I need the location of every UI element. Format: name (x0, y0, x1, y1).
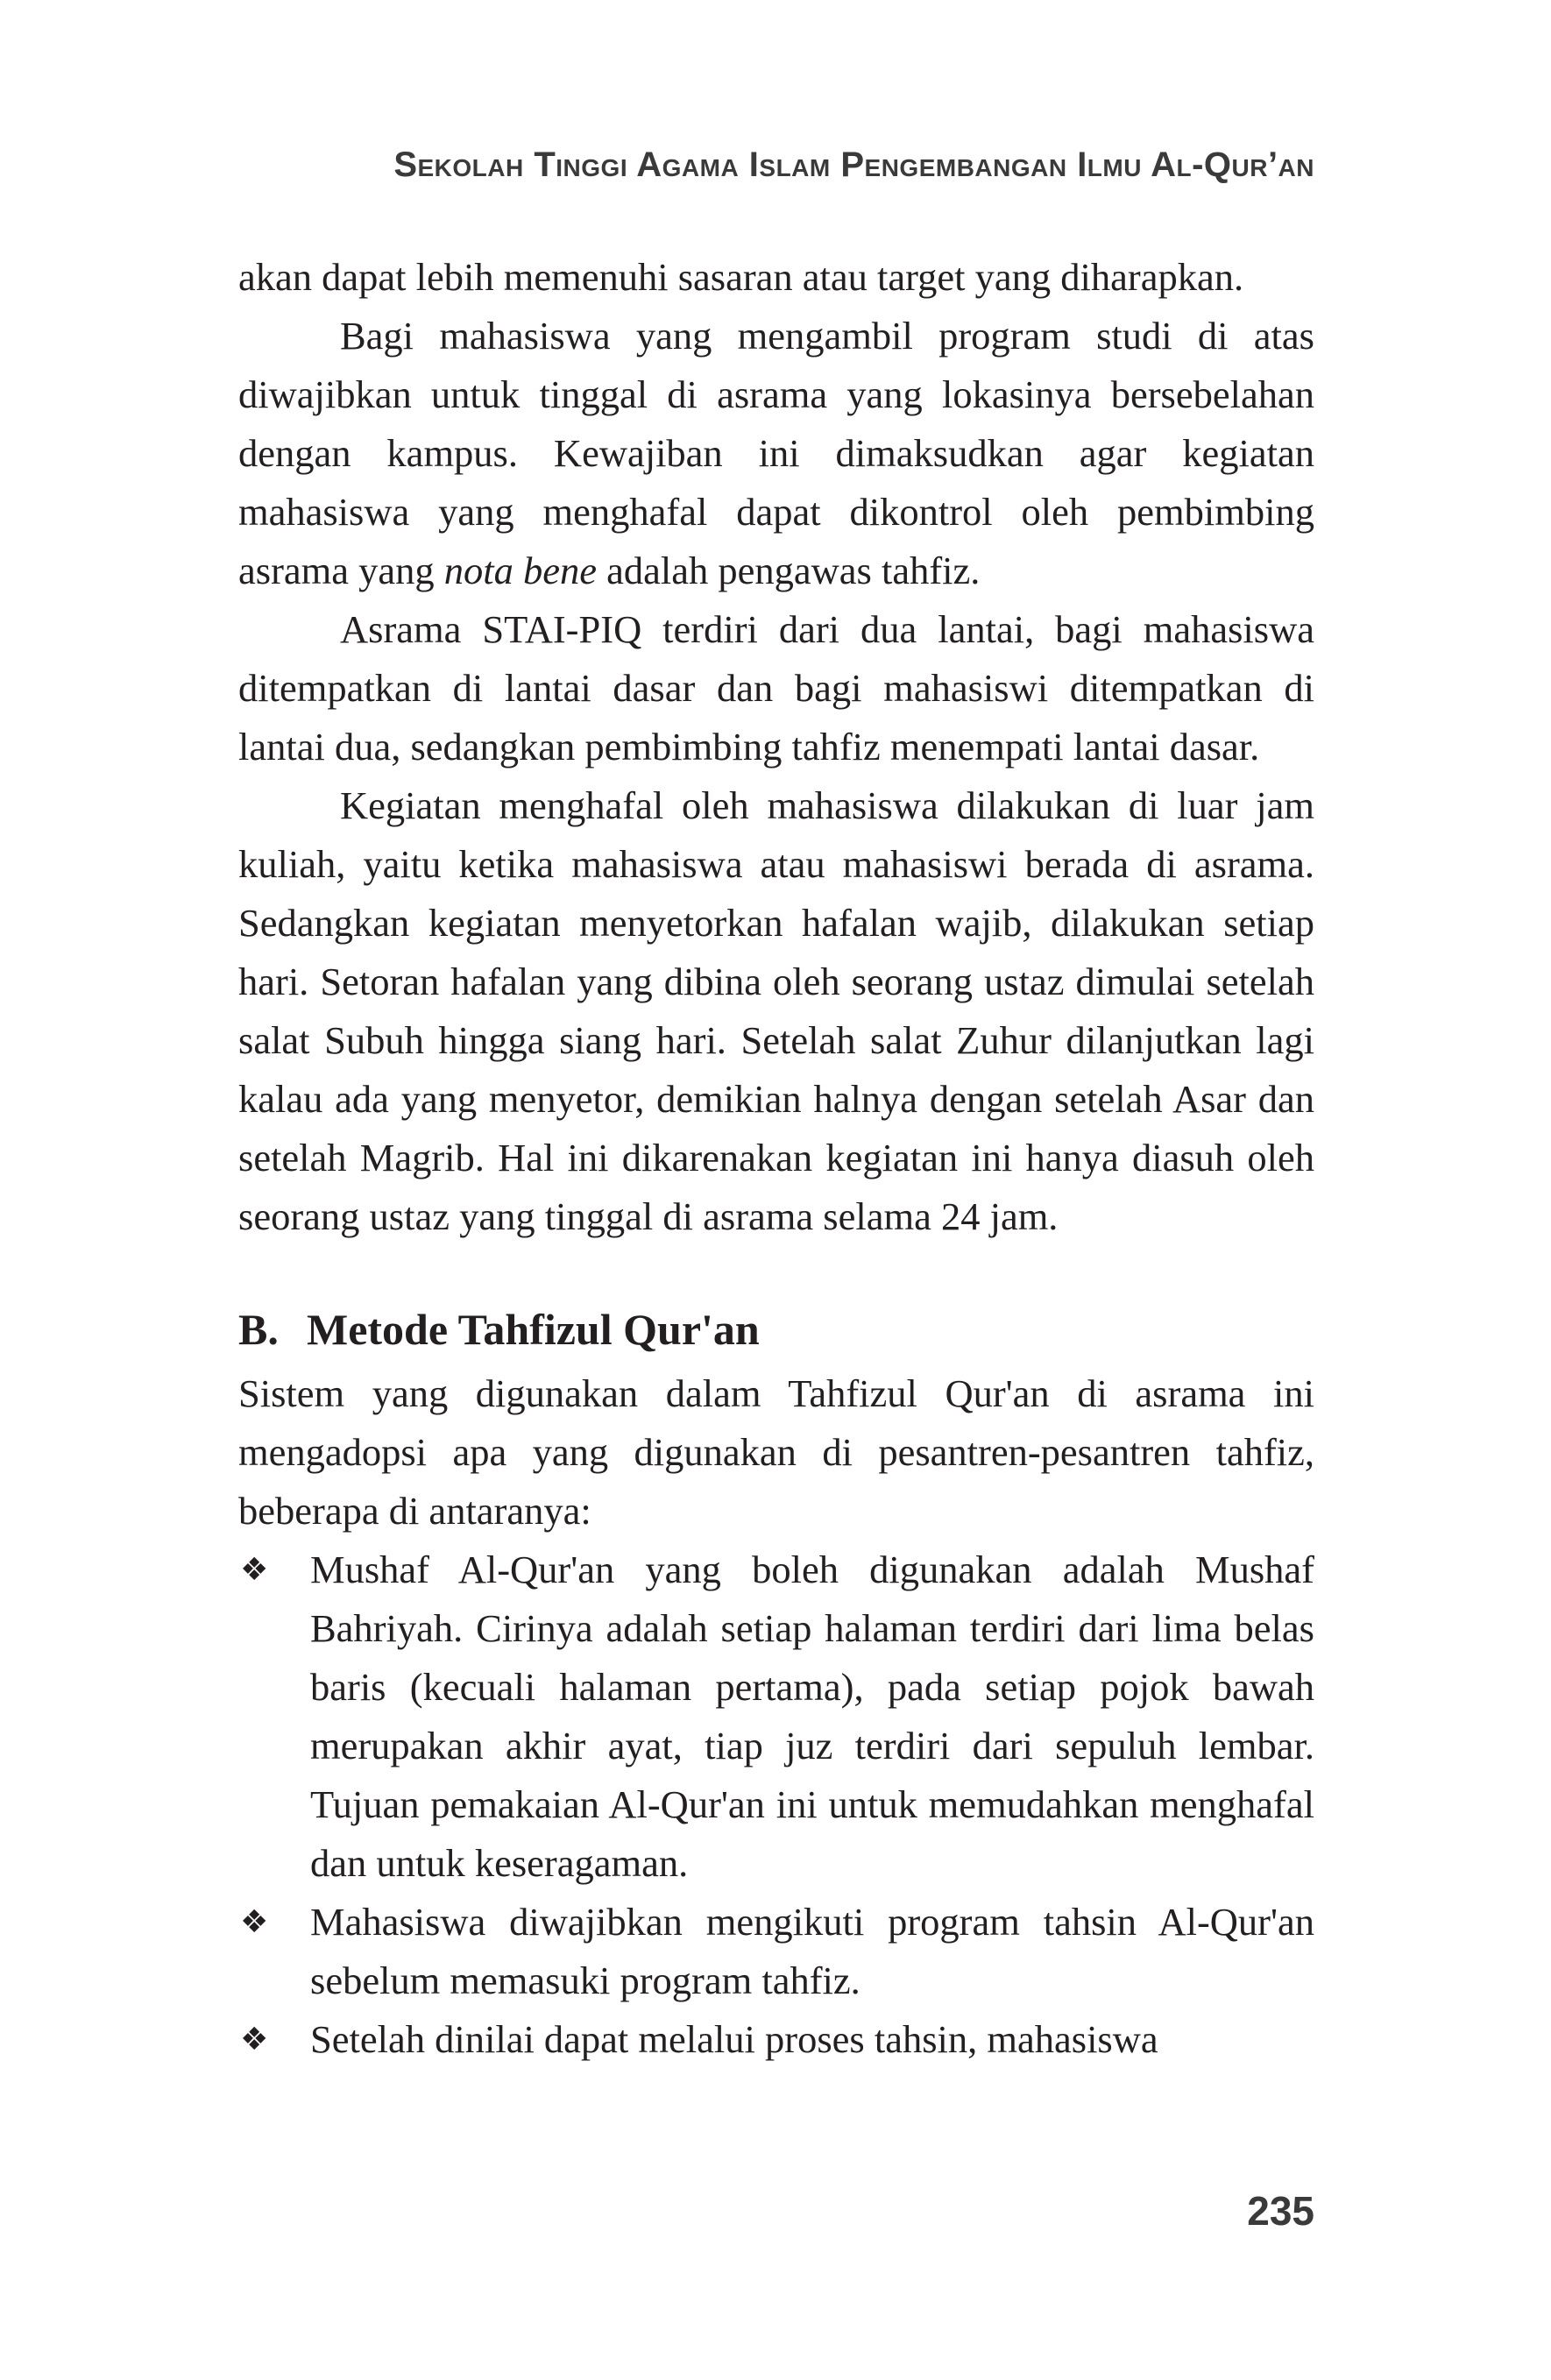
list-item (238, 1541, 1314, 1893)
running-header: Sekolah Tinggi Agama Islam Pengembangan Ilmu Al-Qur’an (393, 145, 1314, 184)
diamond-bullet-icon: ❖ (240, 1904, 269, 1940)
method-list (238, 1541, 1314, 2069)
paragraph-dormitory-floors: Asrama STAI-PIQ terdiri dari dua lantai, bagi mahasiswa ditempatkan di lantai dasar dan bagi mahasiswi ditempatkan di lantai dua, sedangkan pembimbing tahfiz menempati lantai dasar. (238, 607, 1314, 769)
paragraph-continuation: akan dapat lebih memenuhi sasaran atau target yang diharapkan. (238, 255, 1244, 299)
paragraph-dormitory-obligation (238, 307, 1314, 600)
page-body (238, 248, 1314, 2069)
section-heading (238, 1298, 1314, 1361)
diamond-bullet-icon: ❖ (240, 1552, 269, 1588)
paragraph-text: adalah pengawas tahfiz. (597, 549, 981, 592)
section-intro: Sistem yang digunakan dalam Tahfizul Qur'an di asrama ini mengadopsi apa yang digunakan di pesantren-pesantren tahfiz, beberapa di antaranya: (238, 1371, 1314, 1533)
diamond-bullet-icon: ❖ (240, 2022, 269, 2058)
list-item-text: Mushaf Al-Qur'an yang boleh digunakan adalah Mushaf Bahriyah. Cirinya adalah setiap halaman terdiri dari lima belas baris (kecuali halaman pertama), pada setiap pojok bawah merupakan akhir ayat, tiap juz terdiri dari sepuluh lembar. Tujuan pemakaian Al-Qur'an ini untuk memudahkan menghafal dan untuk keseragaman. (310, 1548, 1314, 1885)
emphasis-nota-bene: nota bene (443, 549, 598, 592)
page-number: 235 (1247, 2188, 1314, 2234)
section-number: B. (238, 1305, 279, 1354)
list-item-text: Mahasiswa diwajibkan mengikuti program tahsin Al-Qur'an sebelum memasuki program tahfiz. (310, 1900, 1314, 2002)
list-item (238, 1893, 1314, 2010)
paragraph-text: Bagi mahasiswa yang mengambil program studi di atas diwajibkan untuk tinggal di asrama yang lokasinya bersebelahan dengan kampus. Kewajiban ini dimaksudkan agar kegiatan mahasiswa yang menghafal dapat dikontrol oleh pembimbing asrama yang (238, 314, 1314, 592)
list-item-text: Setelah dinilai dapat melalui proses tahsin, mahasiswa (310, 2017, 1158, 2061)
list-item (238, 2010, 1314, 2069)
section-title: Metode Tahfizul Qur'an (307, 1305, 760, 1354)
paragraph-memorization-activity: Kegiatan menghafal oleh mahasiswa dilakukan di luar jam kuliah, yaitu ketika mahasiswa atau mahasiswi berada di asrama. Sedangkan kegiatan menyetorkan hafalan wajib, dilakukan setiap hari. Setoran hafalan yang dibina oleh seorang ustaz dimulai setelah salat Subuh hingga siang hari. Setelah salat Zuhur dilanjutkan lagi kalau ada yang menyetor, demikian halnya dengan setelah Asar dan setelah Magrib. Hal ini dikarenakan kegiatan ini hanya diasuh oleh seorang ustaz yang tinggal di asrama selama 24 jam. (238, 783, 1314, 1238)
